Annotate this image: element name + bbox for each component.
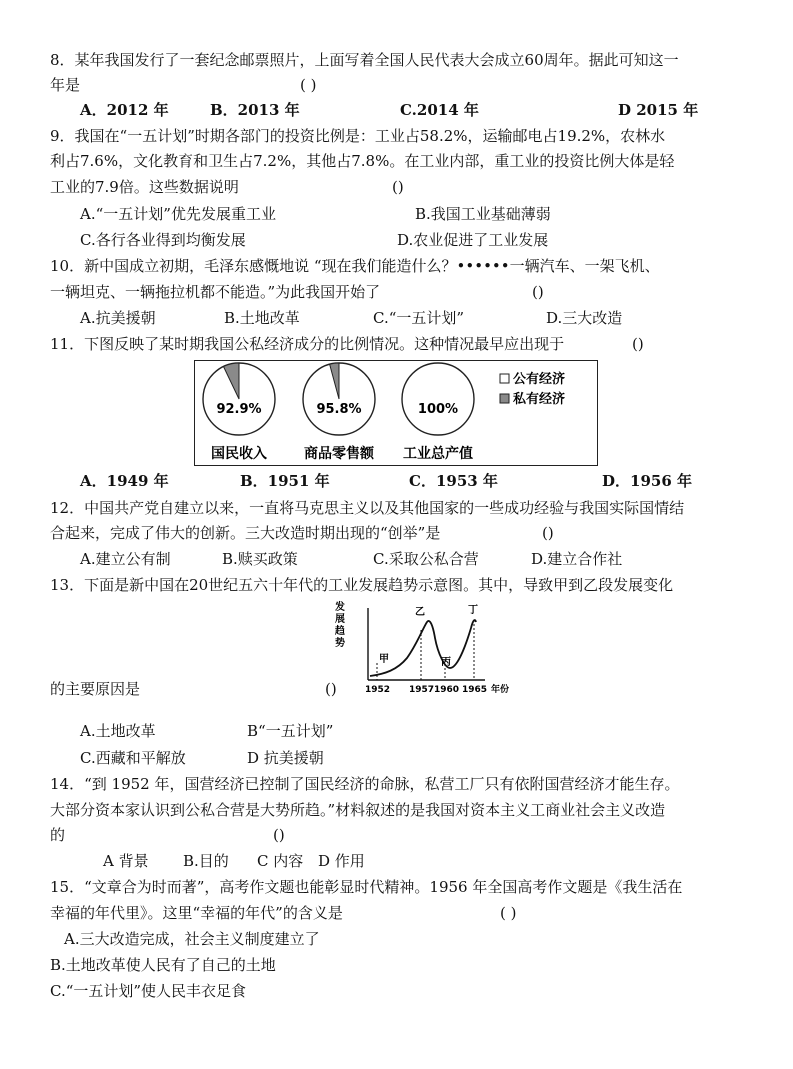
q9-stem-line3: 工业的7.9倍。这些数据说明: [50, 178, 239, 196]
q15-option-c[interactable]: C.“一五计划”使人民丰衣足食: [50, 982, 247, 1000]
q9-stem-line2: 利占7.6%，文化教育和卫生占7.2%，其他占7.8%。在工业内部，重工业的投资比例大体是轻: [50, 152, 675, 170]
q13-stem-line2: 的主要原因是: [50, 680, 141, 698]
q13-answer-paren[interactable]: (): [325, 680, 337, 698]
legend-label-private: 私有经济: [513, 392, 566, 407]
q14-option-a[interactable]: A 背景: [103, 852, 149, 870]
q9-stem-line1: 9．我国在“一五计划”时期各部门的投资比例是：工业占58.2%，运输邮电占19.2%，农林水: [50, 127, 666, 145]
q12-answer-paren[interactable]: (): [542, 524, 554, 542]
q10-stem-line1: 10．新中国成立初期，毛泽东感慨地说 “现在我们能造什么？••••••一辆汽车、一架飞机、: [50, 257, 660, 275]
pie-value-label-2: 95.8%: [316, 402, 362, 417]
q12-stem-line2: 合起来，完成了伟大的创新。三大改造时期出现的“创举”是: [50, 524, 441, 542]
q10-option-c[interactable]: C.“一五计划”: [373, 309, 465, 327]
q13-option-a[interactable]: A.土地改革: [80, 722, 156, 740]
q13-stem-line1: 13．下面是新中国在20世纪五六十年代的工业发展趋势示意图。其中，导致甲到乙段发展变化: [50, 576, 674, 594]
trend-segment-ding: 丁: [468, 605, 478, 616]
industrial-trend-diagram: [335, 598, 525, 698]
trend-curve: [370, 620, 476, 676]
q14-stem-line3: 的: [50, 826, 66, 844]
q9-option-d[interactable]: D.农业促进了工业发展: [397, 231, 549, 249]
q14-option-c[interactable]: C 内容: [257, 852, 304, 870]
q9-option-b[interactable]: B.我国工业基础薄弱: [415, 205, 551, 223]
q11-option-b[interactable]: B．1951 年: [240, 472, 330, 490]
pie-category-label-1: 国民收入: [211, 446, 267, 462]
q13-option-b[interactable]: B“一五计划”: [247, 722, 334, 740]
trend-segment-jia: 甲: [379, 654, 389, 665]
q8-option-d[interactable]: D 2015 年: [618, 101, 699, 119]
q11-option-d[interactable]: D．1956 年: [602, 472, 692, 490]
q10-option-b[interactable]: B.土地改革: [224, 309, 300, 327]
q12-option-b[interactable]: B.赎买政策: [222, 550, 298, 568]
q14-stem-line2: 大部分资本家认识到公私合营是大势所趋。”材料叙述的是我国对资本主义工商业社会主义改造: [50, 801, 666, 819]
pie-category-label-2: 商品零售额: [304, 446, 374, 462]
q8-stem-line1: 8．某年我国发行了一套纪念邮票照片，上面写着全国人民代表大会成立60周年。据此可知这一: [50, 51, 679, 69]
pie-chart-panel: [194, 360, 598, 466]
trend-tick-1965: 1965: [462, 685, 488, 695]
q12-option-c[interactable]: C.采取公私合营: [373, 550, 479, 568]
q11-option-c[interactable]: C．1953 年: [409, 472, 498, 490]
q8-option-a[interactable]: A．2012 年: [80, 101, 169, 119]
q10-stem-line2: 一辆坦克、一辆拖拉机都不能造。”为此我国开始了: [50, 283, 381, 301]
q9-option-c[interactable]: C.各行各业得到均衡发展: [80, 231, 246, 249]
q9-answer-paren[interactable]: (): [392, 178, 404, 196]
q14-option-d[interactable]: D 作用: [318, 852, 365, 870]
q15-stem-line1: 15．“文章合为时而著”，高考作文题也能彰显时代精神。1956 年全国高考作文题是《我生活在: [50, 878, 683, 896]
q10-option-d[interactable]: D.三大改造: [546, 309, 623, 327]
q14-option-b[interactable]: B.目的: [183, 852, 229, 870]
q14-stem-line1: 14．“到 1952 年，国营经济已控制了国民经济的命脉，私营工厂只有依附国营经济才能生存。: [50, 775, 680, 793]
q8-option-b[interactable]: B．2013 年: [210, 101, 300, 119]
q14-answer-paren[interactable]: (): [273, 826, 285, 844]
q9-option-a[interactable]: A.“一五计划”优先发展重工业: [80, 205, 276, 223]
q8-answer-paren[interactable]: ( ): [300, 76, 317, 94]
q12-option-d[interactable]: D.建立合作社: [531, 550, 623, 568]
trend-ylabel-char-2: 展: [335, 614, 345, 625]
q13-option-d[interactable]: D 抗美援朝: [247, 749, 324, 767]
q10-answer-paren[interactable]: (): [532, 283, 544, 301]
trend-tick-1960: 1960: [434, 685, 460, 695]
q8-stem-line2: 年是: [50, 76, 81, 94]
trend-segment-bing: 丙: [441, 657, 451, 668]
pie-category-label-3: 工业总产值: [403, 446, 473, 462]
trend-tick-1952: 1952: [365, 685, 391, 695]
trend-ylabel-char-3: 趋: [335, 626, 345, 637]
pie-charts: [195, 361, 596, 464]
trend-xlabel: 年份: [491, 685, 510, 695]
legend-swatch-private: [500, 394, 509, 403]
q15-option-b[interactable]: B.土地改革使人民有了自己的土地: [50, 956, 276, 974]
q12-option-a[interactable]: A.建立公有制: [80, 550, 171, 568]
q15-stem-line2: 幸福的年代里》。这里“幸福的年代”的含义是: [50, 904, 343, 922]
q11-option-a[interactable]: A．1949 年: [80, 472, 169, 490]
trend-ylabel-char-1: 发: [335, 602, 345, 613]
q11-answer-paren[interactable]: (): [632, 335, 644, 353]
pie-value-label-1: 92.9%: [216, 402, 262, 417]
q15-answer-paren[interactable]: ( ): [500, 904, 517, 922]
q12-stem-line1: 12．中国共产党自建立以来，一直将马克思主义以及其他国家的一些成功经验与我国实际国情结: [50, 499, 685, 517]
trend-ylabel-char-4: 势: [335, 638, 345, 649]
q13-option-c[interactable]: C.西藏和平解放: [80, 749, 186, 767]
q8-option-c[interactable]: C.2014 年: [400, 101, 479, 119]
trend-segment-yi: 乙: [415, 607, 425, 618]
pie-value-label-3: 100%: [417, 402, 459, 417]
q11-stem-line1: 11．下图反映了某时期我国公私经济成分的比例情况。这种情况最早应出现于: [50, 335, 565, 353]
pie-public-slice-3: [402, 363, 474, 435]
trend-tick-1957: 1957: [409, 685, 435, 695]
legend-swatch-public: [500, 374, 509, 383]
legend-label-public: 公有经济: [513, 372, 566, 387]
q10-option-a[interactable]: A.抗美援朝: [80, 309, 156, 327]
q15-option-a[interactable]: A.三大改造完成，社会主义制度建立了: [64, 930, 320, 948]
